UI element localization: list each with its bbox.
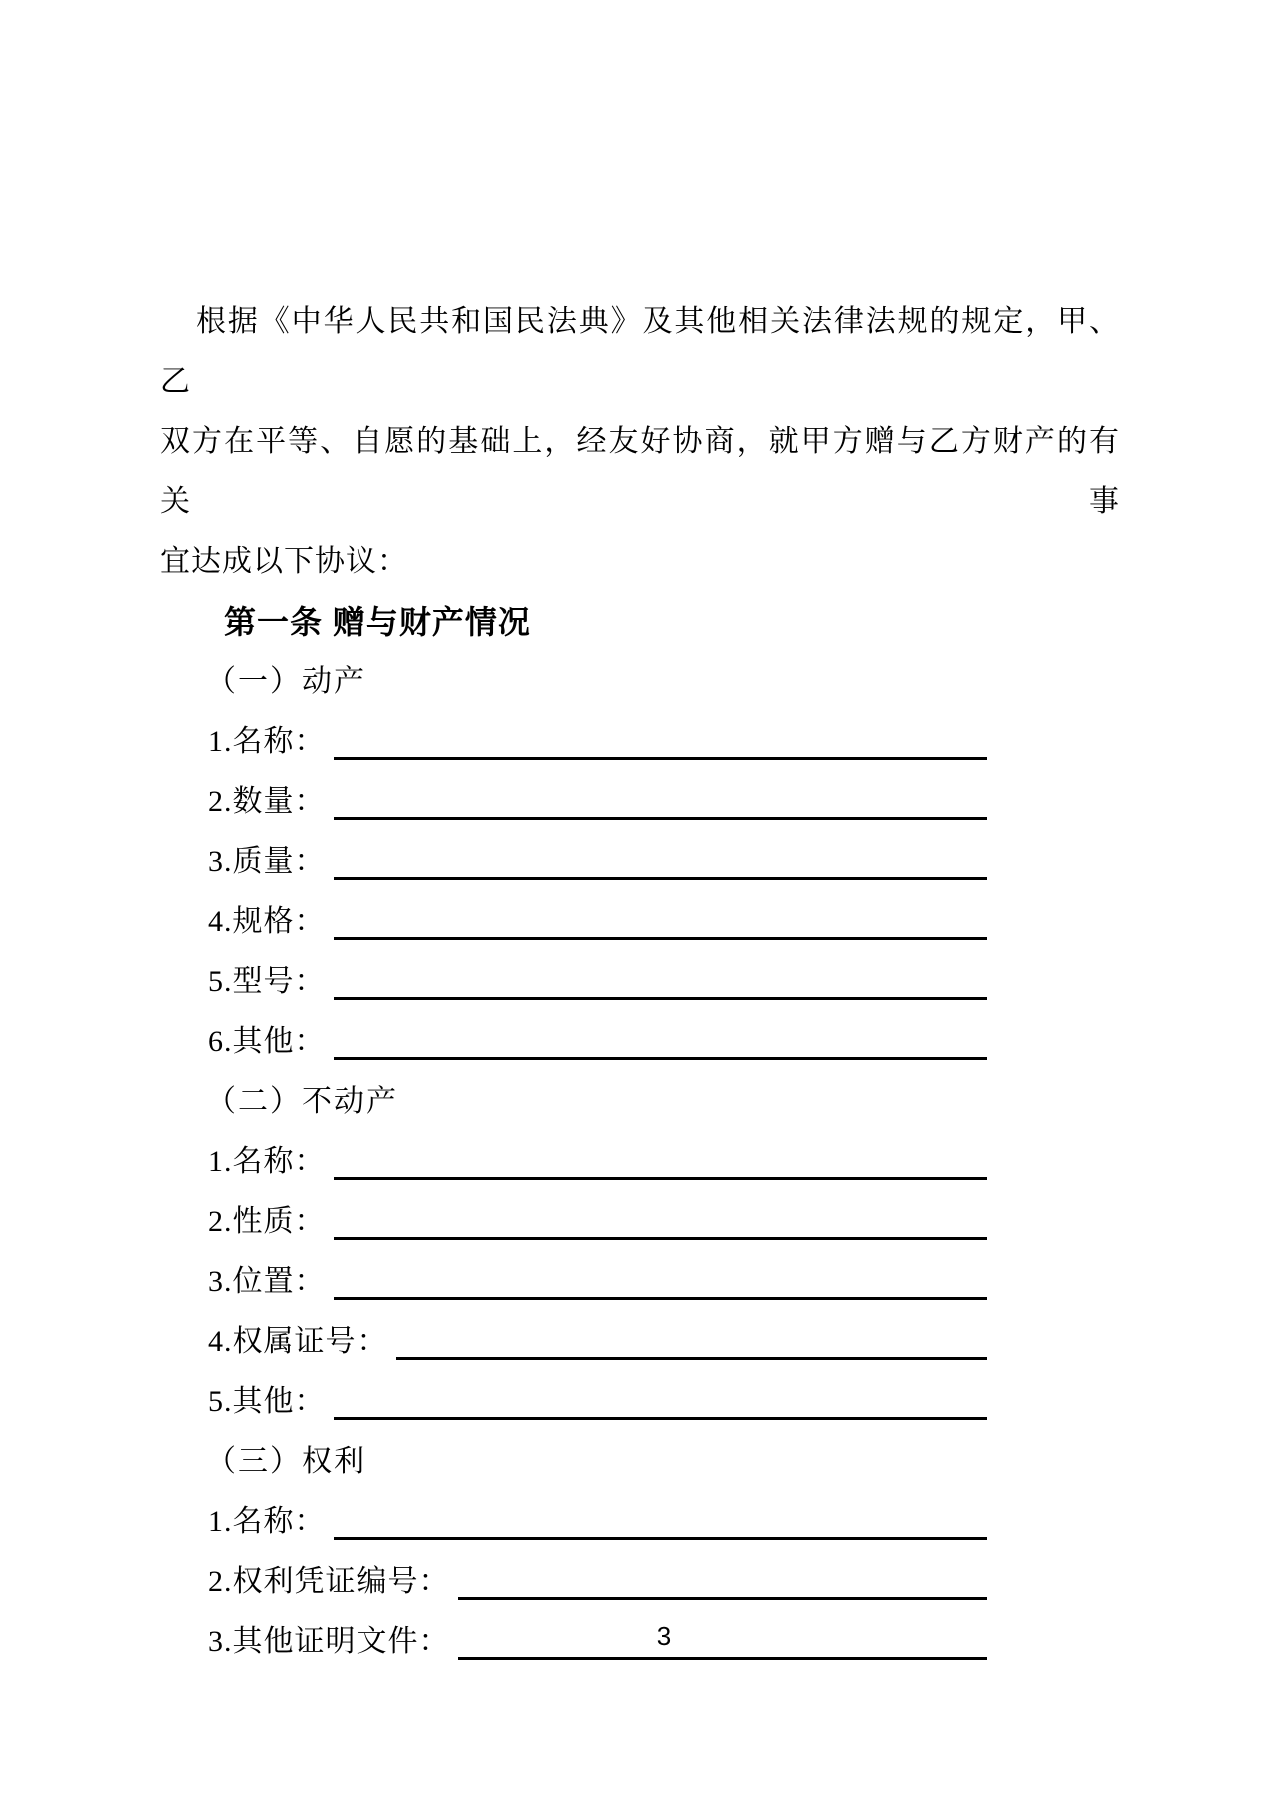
- form-row: [208, 892, 987, 952]
- section-title-immovable-property: （二）不动产: [206, 1085, 398, 1118]
- fill-in-blank[interactable]: [334, 952, 988, 1000]
- field-label: 3.位置：: [208, 1265, 326, 1298]
- field-label: 2.数量：: [208, 785, 326, 818]
- field-label: 2.权利凭证编号：: [208, 1565, 450, 1598]
- fill-in-blank[interactable]: [334, 1252, 988, 1300]
- form-row: [208, 1372, 987, 1432]
- fill-in-blank[interactable]: [334, 1192, 988, 1240]
- form-row: [208, 1132, 987, 1192]
- section-title-rights: （三）权利: [206, 1445, 366, 1478]
- paragraph-line: 宜达成以下协议：: [160, 545, 408, 578]
- field-label: 2.性质：: [208, 1205, 326, 1238]
- form-row: [208, 1492, 987, 1552]
- fill-in-blank[interactable]: [334, 712, 988, 760]
- form-row: [208, 832, 987, 892]
- field-label: 6.其他：: [208, 1025, 326, 1058]
- field-label: 3.质量：: [208, 845, 326, 878]
- form-row: [208, 772, 987, 832]
- field-label: 1.名称：: [208, 725, 326, 758]
- fill-in-blank[interactable]: [334, 1012, 988, 1060]
- fill-in-blank[interactable]: [334, 1372, 988, 1420]
- form-row: [208, 1252, 987, 1312]
- fill-in-blank[interactable]: [396, 1312, 988, 1360]
- form-row: [208, 1552, 987, 1612]
- fill-in-blank[interactable]: [334, 892, 988, 940]
- fill-in-blank[interactable]: [458, 1552, 988, 1600]
- fill-in-blank[interactable]: [334, 772, 988, 820]
- field-label: 1.名称：: [208, 1145, 326, 1178]
- form-row: [208, 1312, 987, 1372]
- paragraph-line: 根据《中华人民共和国民法典》及其他相关法律法规的规定，甲、乙: [160, 305, 1120, 398]
- field-label: 4.权属证号：: [208, 1325, 388, 1358]
- fill-in-blank[interactable]: [334, 1132, 988, 1180]
- form-row: [208, 1192, 987, 1252]
- paragraph-line: 双方在平等、自愿的基础上，经友好协商，就甲方赠与乙方财产的有关事: [160, 425, 1120, 518]
- document-body: [160, 292, 1120, 1672]
- form-row: [208, 1012, 987, 1072]
- fill-in-blank[interactable]: [334, 832, 988, 880]
- field-label: 5.其他：: [208, 1385, 326, 1418]
- fill-in-blank[interactable]: [334, 1492, 988, 1540]
- section-title-movable-property: （一）动产: [206, 665, 366, 698]
- field-label: 1.名称：: [208, 1505, 326, 1538]
- form-row: [208, 952, 987, 1012]
- field-label: 3.其他证明文件：: [208, 1625, 450, 1658]
- field-label: 4.规格：: [208, 905, 326, 938]
- page-number: 3: [656, 1621, 672, 1651]
- form-row: [208, 712, 987, 772]
- article-heading: 第一条 赠与财产情况: [224, 604, 531, 640]
- field-label: 5.型号：: [208, 965, 326, 998]
